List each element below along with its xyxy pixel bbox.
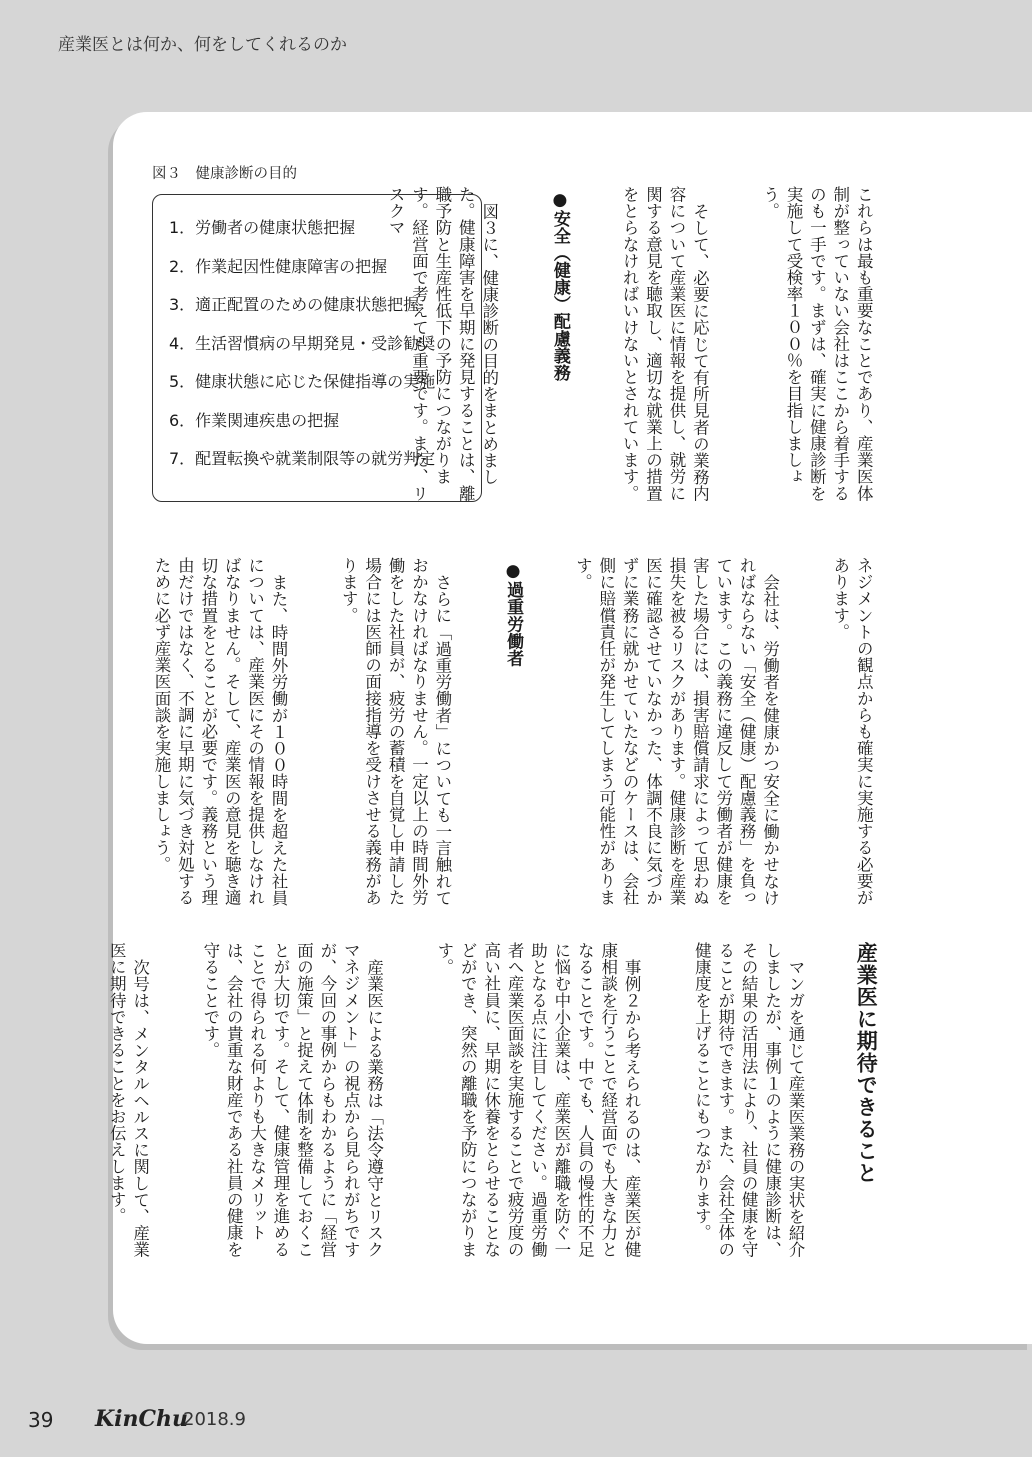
figure-item: 3．適正配置のための健康状態把握 [169, 295, 420, 314]
magazine-logo: KinChu [95, 1406, 188, 1432]
paragraph: ネジメントの観点からも確実に実施する必要があります。 [830, 557, 874, 906]
paragraph: さらに「過重労働者」についても一言触れておかなければなりません。一定以上の時間外労働をした社員が、疲労の蓄積を自覚し申請した場合には医師の面接指導を受けさせる義務があります。 [339, 557, 452, 906]
figure-caption: 図３ 健康診断の目的 [152, 166, 297, 182]
figure-item: 2．作業起因性健康障害の把握 [169, 256, 388, 276]
subheading-safety-duty: ●安全（健康）配慮義務 [549, 190, 570, 382]
figure-item: 6．作業関連疾患の把握 [169, 410, 340, 430]
subheading-overwork: ●過重労働者 [503, 561, 524, 667]
paragraph: これらは最も重要なことであり、産業医体制が整っていない会社はここから着手するのも一手です。まずは、確実に健康診断を実施して受検率１００％を目指しましょう。 [760, 186, 874, 502]
article-column-a [386, 186, 922, 516]
figure-item: 1．労働者の健康状態把握 [169, 218, 356, 237]
figure-item: 7．配置転換や就業制限等の就労判定 [169, 449, 436, 468]
figure-item: 4．生活習慣病の早期発見・受診勧奨 [169, 333, 436, 353]
page-number: 39 [28, 1408, 54, 1432]
paragraph: マンガを通じて産業医業務の実状を紹介しましたが、事例１のように健康診断は、その結果の活用法により、社員の健康を守ることが期待できます。また、会社全体の健康度を上げることにもつながります。 [692, 942, 805, 1258]
section-heading: 産業医に期待できること [854, 942, 879, 1184]
figure-item: 5．健康状態に応じた保健指導の実施 [169, 372, 436, 391]
paragraph: 産業医による業務は「法令遵守とリスクマネジメント」の視点から見られがちですが、今回の事例からもわかるように「経営面の施策」と捉えて体制を整備しておくことが大切です。そして、健康管理を進めることで得られる何よりも大きなメリットは、会社の貴重な財産である社員の健康を守ることです。 [200, 942, 384, 1258]
issue-date: 2018.9 [183, 1409, 246, 1430]
article-column-c [107, 942, 924, 1272]
paragraph: 事例２から考えられるのは、産業医が健康相談を行うことで経営面でも大きな力となることです。中でも、人員の慢性的不足に悩む中小企業は、産業医が離職を防ぐ一助となる点に注目してください。過重労働者へ産業医面談を実施することで疲労度の高い社員に、早期に休養をとらせることなどができ、突然の離職を予防につながります。 [434, 942, 642, 1258]
paragraph: 図３に、健康診断の目的をまとめました。健康障害を早期に発見することは、離職予防と生産性低下の予防につながります。経営面で考えても重要です。また、リスクマ [386, 186, 499, 502]
running-header-title: 産業医とは何か、何をしてくれるのか [58, 35, 347, 55]
figure-box [152, 194, 482, 502]
paragraph: また、時間外労働が１００時間を超えた社員については、産業医にその情報を提供しなければなりません。そして、産業医の意見を聴き適切な措置をとることが必要です。義務という理由だけではなく、不調に早期に気づき対処するために必ず産業医面談を実施しましょう。 [152, 557, 289, 906]
paragraph: 次号は、メンタルヘルスに関して、産業医に期待できることをお伝えします。 [107, 942, 150, 1258]
paragraph: 会社は、労働者を健康かつ安全に働かせなければならない「安全（健康）配慮義務」を負っています。この義務に違反して労働者が健康を害した場合には、損害賠償請求によって思わぬ損失を被るリスクがあります。健康診断を産業医に確認させていなかった、体調不良に気づかずに業務に就かせていたなどのケースは、会社側に賠償責任が発生してしまう可能性があります。 [573, 557, 780, 906]
paragraph: そして、必要に応じて有所見者の業務内容について産業医に情報を提供し、就労に関する意見を聴取し、適切な就業上の措置をとらなければいけないとされています。 [620, 186, 710, 502]
article-column-b [152, 557, 922, 907]
